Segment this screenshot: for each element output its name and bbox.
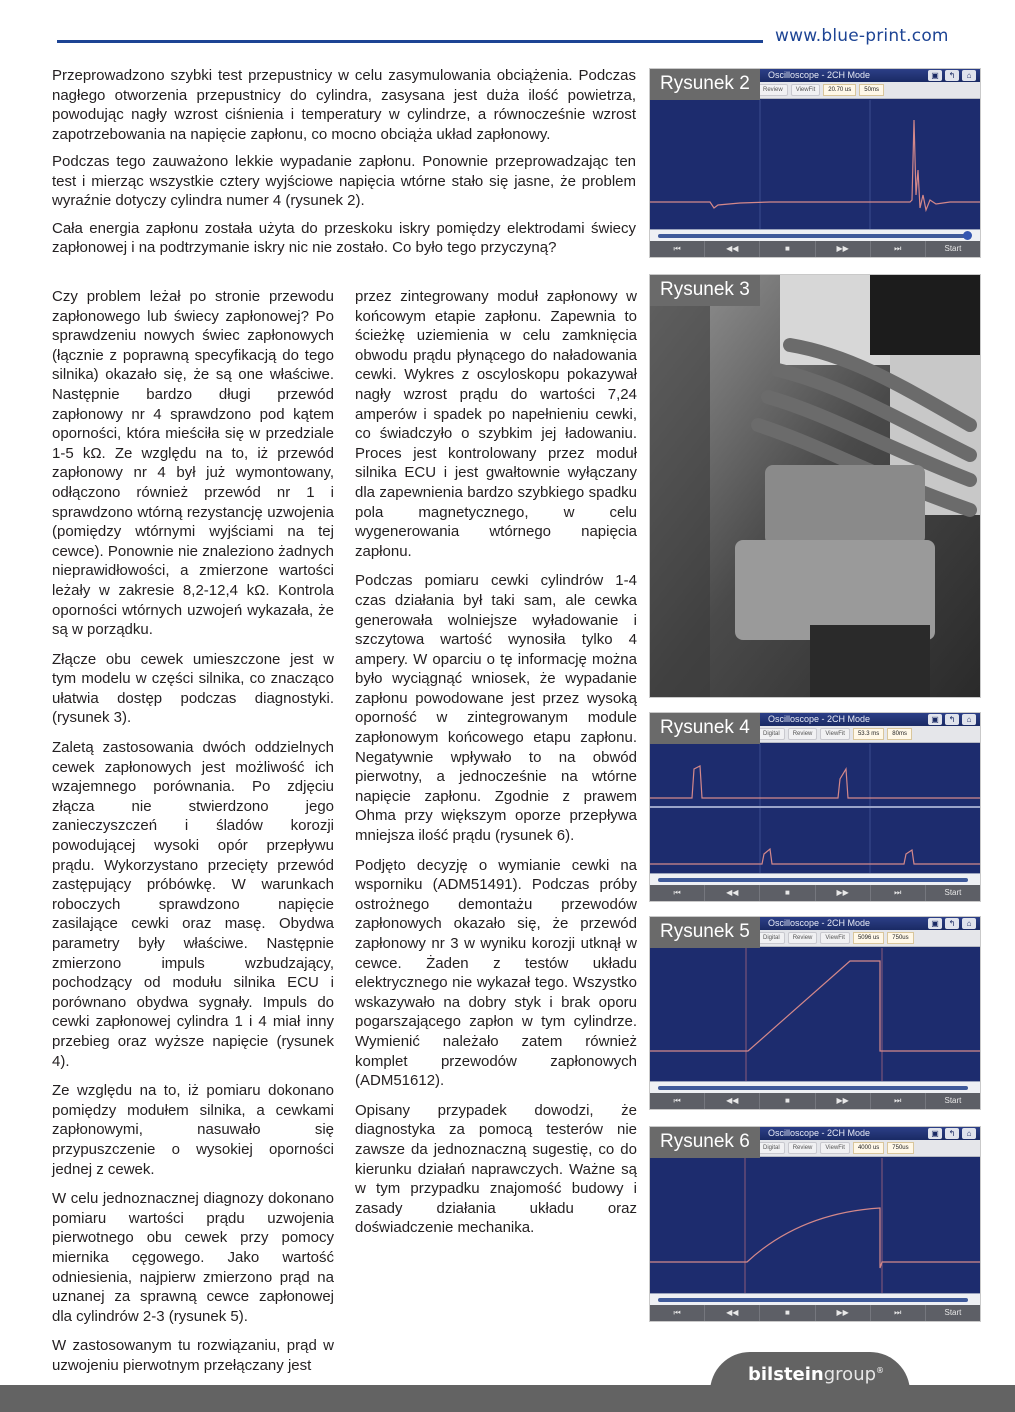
skip-end-button[interactable]: ⏭ [871,1305,926,1321]
timeline-scrollbar[interactable] [650,1293,980,1305]
figure-label: Rysunek 4 [650,713,760,744]
middle-column [355,287,637,1248]
forward-button[interactable]: ▶▶ [816,885,871,901]
scale-value[interactable]: 80ms [887,728,912,740]
body-paragraph: Czy problem leżał po stronie przewodu zapłonowego lub świecy zapłonowej? Po sprawdzeniu nowych świec zapłonowych (łącznie z poprawną specyfikacją do tego silnika) okazało się, że są one właściwe. Następnie bardzo długi przewód zapłonowy nr 4 sprawdzono pod kątem oporności, która mieściła się w przedziale 1-5 kΩ. Ze względu na to, iż przewód zapłonowy nr 4 był już wymontowany, odłączono również przewód nr 1 i sprawdzono wtórną rezystancję uzwojenia (pomiędzy wtórnymi wyjściami na tej cewce). Ponownie nie znaleziono żadnych nieprawidłowości, a zmierzone wartości leżały w zakresie 8,2-12,4 kΩ. Kontrola oporności wtórnych uzwojeń wykazała, że są w porządku. [52,288,334,639]
body-paragraph: W celu jednoznacznej diagnozy dokonano pomiaru wartości prądu uzwojenia pierwotnego obu cewek przy pomocy miernika cęgowego. Jako wartość odniesienia, najpierw zmierzono prąd na uznanej za sprawną cewce zapłonowej dla cylindrów 2-3 (rysunek 5). [52,1190,334,1325]
body-paragraph: Zaletą zastosowania dwóch oddzielnych cewek zapłonowych jest możliwość ich wzajemnego porównania. Po zdjęciu złącza nie stwierdzono jego zanieczyszczeń i śladów korozji powodującej wysoki opór przepływu prądu. Wykorzystano przecięty przewód zastępujący próbówkę. W warunkach roboczych sprawdzono napięcie zasilające cewki oraz masę. Obydwa parametry były właściwe. Następnie zmierzono impuls wzbudzający, pochodzący od modułu silnika ECU i porównano obydwa sygnały. Impuls do cewki zapłonowej cylindra 1 i 4 miał inny przebieg oraz wyższe napięcie (rysunek 4). [52,739,334,1070]
timeline-scrollbar[interactable] [650,873,980,885]
digital-button[interactable]: Digital [758,932,785,944]
window-title: Oscilloscope - 2CH Mode [768,918,871,928]
home-icon[interactable]: ⌂ [962,70,976,81]
screenshot-icon[interactable]: ▣ [928,714,942,725]
skip-end-button[interactable]: ⏭ [871,1093,926,1109]
stop-button[interactable]: ■ [760,1305,815,1321]
figure-label: Rysunek 3 [650,275,760,306]
back-icon[interactable]: ↰ [945,70,959,81]
body-paragraph: Podjęto decyzję o wymianie cewki na wsporniku (ADM51491). Podczas próby ostrożnego demontażu przewodów zapłonowych okazało się, że przewód zapłonowy nr 3 w wyniku korozji utknął w cewce. Żaden z testów układu elektrycznego nie wykazał tego. Wszystko wskazywało na dobry styk i brak oporu pogarszającego zapłon w tym cylindrze. Wymienić należało zatem również komplet przewodów zapłonowych (ADM51612). [355,856,637,1090]
stop-button[interactable]: ■ [760,1093,815,1109]
time-value[interactable]: 4000 us [853,1142,884,1154]
figure-5-oscilloscope [649,916,981,1110]
oscilloscope-plot [650,948,980,1081]
start-button[interactable]: Start [944,244,962,253]
home-icon[interactable]: ⌂ [962,1128,976,1139]
bilstein-group-logo [748,1364,884,1385]
coil-connector-photo [650,275,981,698]
logo-bold: bilstein [748,1364,824,1385]
logo-light: group [823,1364,877,1385]
figure-2-oscilloscope [649,68,981,258]
viewfit-button[interactable]: ViewFit [820,1142,850,1154]
screenshot-icon[interactable]: ▣ [928,70,942,81]
home-icon[interactable]: ⌂ [962,714,976,725]
start-button[interactable]: Start [944,888,962,897]
viewfit-button[interactable]: ViewFit [820,932,850,944]
scale-value[interactable]: 750us [887,932,913,944]
forward-button[interactable]: ▶▶ [816,1305,871,1321]
review-button[interactable]: Review [788,728,818,740]
screenshot-icon[interactable]: ▣ [928,1128,942,1139]
review-button[interactable]: Review [788,1142,818,1154]
body-paragraph: Podczas pomiaru cewki cylindrów 1-4 czas działania był taki sam, ale cewka generowała wolniejsze wyładowanie i szczytowa wartość wynosiła tylko 4 ampery. W oparciu o tę informację można było wyciągnąć wniosek, że wypadanie zapłonu powodowane jest przez wysoką oporność w zintegrowanym module zapłonowym końcowego etapu zapłonu. Negatywnie wpływało to na obwód pierwotny, a jednocześnie na wtórne napięcie zapłonu. Zgodnie z prawem Ohma przy większym oporze przepływa mniejsza ilość prądu (rysunek 6). [355,572,637,845]
playback-controls [650,1305,980,1321]
figure-3-photo [649,274,981,698]
header-rule [57,40,763,43]
website-url[interactable]: www.blue-print.com [775,26,949,46]
back-icon[interactable]: ↰ [945,1128,959,1139]
home-icon[interactable]: ⌂ [962,918,976,929]
oscilloscope-plot [650,100,980,229]
review-button[interactable]: Review [788,932,818,944]
rewind-button[interactable]: ◀◀ [705,1305,760,1321]
forward-button[interactable]: ▶▶ [816,1093,871,1109]
registered-mark: ® [876,1366,885,1375]
skip-end-button[interactable]: ⏭ [871,241,926,257]
intro-paragraph: Przeprowadzono szybki test przepustnicy w celu zasymulowania obciążenia. Podczas nagłego otworzenia przepustnicy do cylindra, zasysana jest duża ilość powietrza, powodując nagły wzrost ciśnienia i temperatury w cylindrze, a równocześnie wzrost zapotrzebowania na napięcie zapłonu, co mocno obciąża układ zapłonowy. [52,67,636,143]
intro-paragraph: Cała energia zapłonu została użyta do przeskoku iskry pomiędzy elektrodami świecy zapłonowej i na podtrzymanie iskry nic nie zostało. Co było tego przyczyną? [52,219,636,256]
digital-button[interactable]: Digital [758,728,785,740]
body-paragraph: Ze względu na to, iż pomiaru dokonano pomiędzy modułem silnika, a cewkami zapłonowymi, nasuwało się przypuszczenie o wysokiej oporności jednej z cewek. [52,1082,334,1178]
scale-value[interactable]: 50ms [859,84,884,96]
forward-button[interactable]: ▶▶ [816,241,871,257]
skip-start-button[interactable]: ⏮ [650,1305,705,1321]
timeline-scrollbar[interactable] [650,229,980,241]
body-paragraph: W zastosowanym tu rozwiązaniu, prąd w uzwojeniu pierwotnym przełączany jest [52,1337,334,1374]
time-value[interactable]: 20.70 us [823,84,856,96]
figure-label: Rysunek 2 [650,69,760,100]
rewind-button[interactable]: ◀◀ [705,1093,760,1109]
scroll-thumb[interactable] [963,231,972,240]
stop-button[interactable]: ■ [760,241,815,257]
figure-4-oscilloscope [649,712,981,902]
scale-value[interactable]: 750us [887,1142,913,1154]
rewind-button[interactable]: ◀◀ [705,241,760,257]
stop-button[interactable]: ■ [760,885,815,901]
time-value[interactable]: 5096 us [853,932,884,944]
left-column [52,287,334,1385]
time-value[interactable]: 53.3 ms [853,728,884,740]
intro-text [52,66,636,266]
window-title: Oscilloscope - 2CH Mode [768,70,871,80]
skip-start-button[interactable]: ⏮ [650,1093,705,1109]
start-button[interactable]: Start [944,1308,962,1317]
review-button[interactable]: Review [758,84,788,96]
playback-controls [650,241,980,257]
oscilloscope-plot [650,744,980,873]
figure-6-oscilloscope [649,1126,981,1322]
back-icon[interactable]: ↰ [945,918,959,929]
viewfit-button[interactable]: ViewFit [791,84,821,96]
viewfit-button[interactable]: ViewFit [820,728,850,740]
screenshot-icon[interactable]: ▣ [928,918,942,929]
skip-start-button[interactable]: ⏮ [650,885,705,901]
figure-label: Rysunek 5 [650,917,760,948]
body-paragraph: Złącze obu cewek umieszczone jest w tym modelu w części silnika, co znacząco ułatwia dostęp podczas diagnostyki. (rysunek 3). [52,650,334,727]
skip-start-button[interactable]: ⏮ [650,241,705,257]
window-title: Oscilloscope - 2CH Mode [768,1128,871,1138]
rewind-button[interactable]: ◀◀ [705,885,760,901]
digital-button[interactable]: Digital [758,1142,785,1154]
back-icon[interactable]: ↰ [945,714,959,725]
timeline-scrollbar[interactable] [650,1081,980,1093]
skip-end-button[interactable]: ⏭ [871,885,926,901]
start-button[interactable]: Start [944,1096,962,1105]
playback-controls [650,1093,980,1109]
playback-controls [650,885,980,901]
body-paragraph: przez zintegrowany moduł zapłonowy w końcowym etapie zapłonu. Zapewnia to ścieżkę uziemienia w celu zamknięcia obwodu prądu płynącego do naładowania cewki. Wykres z oscyloskopu pokazywał nagły wzrost prądu do wartości 7,24 amperów i spadek po napełnieniu cewki, co świadczyło o szybkim jej ładowaniu. Proces jest kontrolowany przez moduł silnika ECU i jest gwałtownie wyłączany dla zapewnienia bardzo szybkiego spadku pola magnetycznego, w celu wygenerowania wtórnego napięcia zapłonu. [355,288,637,560]
body-paragraph: Opisany przypadek dowodzi, że diagnostyka za pomocą testerów nie zawsze da jednoznaczną sugestię, co do kierunku działań naprawczych. Ważne są w tym przypadku znajomość budowy i zasady działania układu oraz doświadczenie mechanika. [355,1101,637,1237]
window-title: Oscilloscope - 2CH Mode [768,714,871,724]
figure-label: Rysunek 6 [650,1127,760,1158]
intro-paragraph: Podczas tego zauważono lekkie wypadanie zapłonu. Ponownie przeprowadzając ten test i mierząc wszystkie cztery wyjściowe napięcia wtórne stało się jasne, że problem wyraźnie dotyczy cylindra numer 4 (rysunek 2). [52,153,636,209]
oscilloscope-plot [650,1158,980,1293]
